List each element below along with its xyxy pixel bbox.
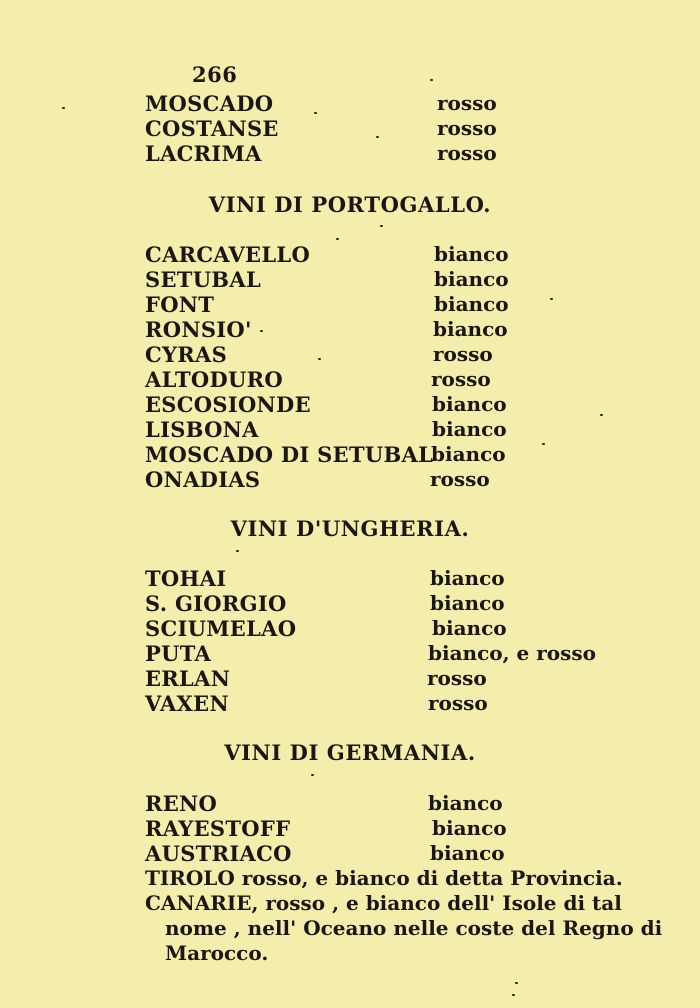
print-speck — [336, 238, 339, 240]
wine-color: rosso — [431, 367, 491, 391]
canarie-line-3: Marocco. — [165, 941, 269, 965]
list-item — [0, 841, 700, 866]
list-item — [0, 616, 700, 641]
list-item — [0, 267, 700, 292]
wine-color: bianco — [433, 317, 508, 341]
list-item — [0, 791, 700, 816]
canarie-entry — [145, 891, 675, 966]
print-speck — [311, 774, 314, 776]
wine-color: bianco — [432, 392, 507, 416]
list-item — [0, 317, 700, 342]
wine-color: rosso — [437, 116, 497, 140]
wine-color: bianco — [430, 566, 505, 590]
wine-name: LACRIMA — [145, 141, 262, 166]
wine-name: RENO — [145, 791, 218, 816]
print-speck — [380, 225, 383, 227]
wine-name: LISBONA — [145, 417, 259, 442]
wine-name: SCIUMELAO — [145, 616, 297, 641]
wine-name: COSTANSE — [145, 116, 279, 141]
list-item — [0, 91, 700, 116]
print-speck — [542, 443, 545, 445]
print-speck — [62, 107, 65, 109]
wine-color: rosso — [430, 467, 490, 491]
wine-name: S. GIORGIO — [145, 591, 287, 616]
wine-color: bianco — [432, 417, 507, 441]
list-item — [0, 816, 700, 841]
wine-name: RONSIO' — [145, 317, 252, 342]
wine-color: bianco — [434, 292, 509, 316]
wine-color: bianco — [430, 591, 505, 615]
wine-color: bianco — [428, 791, 503, 815]
print-speck — [430, 79, 433, 81]
print-speck — [376, 136, 379, 138]
wine-color: rosso — [437, 141, 497, 165]
list-item — [0, 641, 700, 666]
canarie-line-2: nome , nell' Oceano nelle coste del Regno di — [165, 916, 663, 940]
canarie-line-1: CANARIE, rosso , e bianco dell' Isole di tal — [145, 891, 622, 915]
list-item — [0, 442, 700, 467]
print-speck — [515, 982, 518, 984]
list-item — [0, 666, 700, 691]
wine-name: ERLAN — [145, 666, 231, 691]
wine-color: bianco — [434, 242, 509, 266]
wine-name: CYRAS — [145, 342, 228, 367]
print-speck — [550, 298, 553, 300]
section-heading-portugal: VINI DI PORTOGALLO. — [208, 192, 492, 217]
print-speck — [600, 414, 603, 416]
wine-color: bianco — [432, 816, 507, 840]
list-item — [0, 566, 700, 591]
wine-name: RAYESTOFF — [145, 816, 291, 841]
section-heading-germany: VINI DI GERMANIA. — [224, 740, 476, 765]
wine-name: FONT — [145, 292, 215, 317]
list-item — [0, 342, 700, 367]
wine-name: PUTA — [145, 641, 212, 666]
list-item — [0, 116, 700, 141]
hungary-wine-list — [0, 566, 700, 716]
print-speck — [512, 994, 515, 996]
wine-color: bianco — [434, 267, 509, 291]
list-item — [0, 467, 700, 492]
intro-wine-list — [0, 91, 700, 166]
list-item — [0, 591, 700, 616]
wine-color: rosso — [433, 342, 493, 366]
list-item — [0, 141, 700, 166]
wine-name: MOSCADO — [145, 91, 274, 116]
list-item — [0, 367, 700, 392]
wine-color: bianco — [432, 616, 507, 640]
wine-color: bianco — [431, 442, 506, 466]
list-item — [0, 292, 700, 317]
list-item — [0, 691, 700, 716]
wine-name: TOHAI — [145, 566, 227, 591]
list-item — [0, 392, 700, 417]
print-speck — [314, 112, 317, 114]
wine-name: MOSCADO DI SETUBAL — [145, 442, 434, 467]
wine-color: bianco — [430, 841, 505, 865]
germany-wine-list — [0, 791, 700, 866]
wine-color: rosso — [427, 666, 487, 690]
wine-name: CARCAVELLO — [145, 242, 311, 267]
wine-name: ESCOSIONDE — [145, 392, 311, 417]
wine-name: AUSTRIACO — [145, 841, 292, 866]
section-heading-hungary: VINI D'UNGHERIA. — [230, 516, 470, 541]
tirolo-entry: TIROLO rosso, e bianco di detta Provincia. — [145, 866, 623, 890]
wine-color: rosso — [437, 91, 497, 115]
list-item — [0, 417, 700, 442]
page-number: 266 — [192, 62, 238, 87]
print-speck — [260, 330, 263, 332]
wine-name: ONADIAS — [145, 467, 261, 492]
wine-color: bianco, e rosso — [428, 641, 596, 665]
wine-name: ALTODURO — [145, 367, 283, 392]
portugal-wine-list — [0, 242, 700, 492]
print-speck — [318, 358, 321, 360]
wine-name: VAXEN — [145, 691, 229, 716]
list-item — [0, 242, 700, 267]
print-speck — [236, 550, 239, 552]
wine-name: SETUBAL — [145, 267, 262, 292]
wine-color: rosso — [428, 691, 488, 715]
